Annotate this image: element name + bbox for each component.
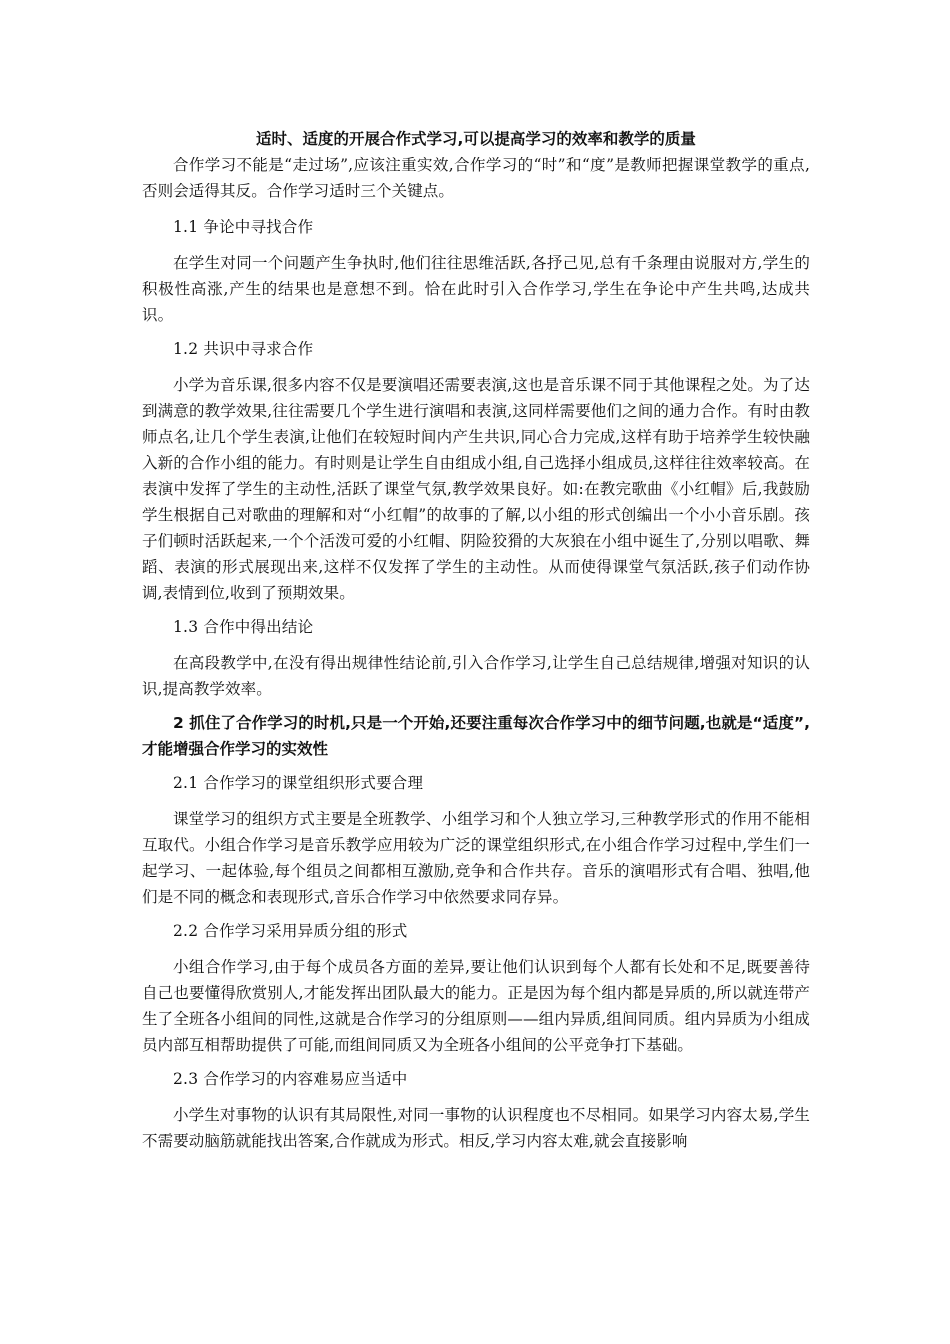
document-body [142,126,810,1162]
section-2-1-heading: 2.1 合作学习的课堂组织形式要合理 [173,774,424,792]
section-2-2-heading: 2.2 合作学习采用异质分组的形式 [173,922,408,940]
section-1-1-heading: 1.1 争论中寻找合作 [173,218,314,236]
section-2-1-paragraph: 课堂学习的组织方式主要是全班教学、小组学习和个人独立学习,三种教学形式的作用不能相互取代。小组合作学习是音乐教学应用较为广泛的课堂组织形式,在小组合作学习过程中,学生们一起学习、一起体验,每个组员之间都相互激励,竞争和合作共存。音乐的演唱形式有合唱、独唱,他们是不同的概念和表现形式,音乐合作学习中依然要求同存异。 [142,810,810,906]
document-title: 适时、适度的开展合作式学习,可以提高学习的效率和教学的质量 [256,130,696,148]
section-1-3-paragraph: 在高段教学中,在没有得出规律性结论前,引入合作学习,让学生自己总结规律,增强对知识的认识,提高教学效率。 [142,654,810,698]
intro-paragraph: 合作学习不能是“走过场”,应该注重实效,合作学习的“时”和“度”是教师把握课堂教学的重点,否则会适得其反。合作学习适时三个关键点。 [142,156,810,200]
section-1-3-heading: 1.3 合作中得出结论 [173,618,314,636]
section-2-2-paragraph: 小组合作学习,由于每个成员各方面的差异,要让他们认识到每个人都有长处和不足,既要善待自己也要懂得欣赏别人,才能发挥出团队最大的能力。正是因为每个组内都是异质的,所以就连带产生了全班各小组间的同性,这就是合作学习的分组原则——组内异质,组间同质。组内异质为小组成员内部互相帮助提供了可能,而组间同质又为全班各小组间的公平竞争打下基础。 [142,958,810,1054]
section-1-2-heading: 1.2 共识中寻求合作 [173,340,314,358]
section-2-3-heading: 2.3 合作学习的内容难易应当适中 [173,1070,408,1088]
section-1-1-paragraph: 在学生对同一个问题产生争执时,他们往往思维活跃,各抒己见,总有千条理由说服对方,学生的积极性高涨,产生的结果也是意想不到。恰在此时引入合作学习,学生在争论中产生共鸣,达成共识。 [142,254,810,324]
section-2-heading: 2 抓住了合作学习的时机,只是一个开始,还要注重每次合作学习中的细节问题,也就是“适度”,才能增强合作学习的实效性 [142,714,810,758]
section-1-2-paragraph: 小学为音乐课,很多内容不仅是要演唱还需要表演,这也是音乐课不同于其他课程之处。为了达到满意的教学效果,往往需要几个学生进行演唱和表演,这同样需要他们之间的通力合作。有时由教师点名,让几个学生表演,让他们在较短时间内产生共识,同心合力完成,这样有助于培养学生较快融入新的合作小组的能力。有时则是让学生自由组成小组,自己选择小组成员,这样往往效率较高。在表演中发挥了学生的主动性,活跃了课堂气氛,教学效果良好。如:在教完歌曲《小红帽》后,我鼓励学生根据自己对歌曲的理解和对“小红帽”的故事的了解,以小组的形式创编出一个小小音乐剧。孩子们顿时活跃起来,一个个活泼可爱的小红帽、阴险狡猾的大灰狼在小组中诞生了,分别以唱歌、舞蹈、表演的形式展现出来,这样不仅发挥了学生的主动性。从而使得课堂气氛活跃,孩子们动作协调,表情到位,收到了预期效果。 [142,376,810,602]
section-2-3-paragraph: 小学生对事物的认识有其局限性,对同一事物的认识程度也不尽相同。如果学习内容太易,学生不需要动脑筋就能找出答案,合作就成为形式。相反,学习内容太难,就会直接影响 [142,1106,810,1150]
